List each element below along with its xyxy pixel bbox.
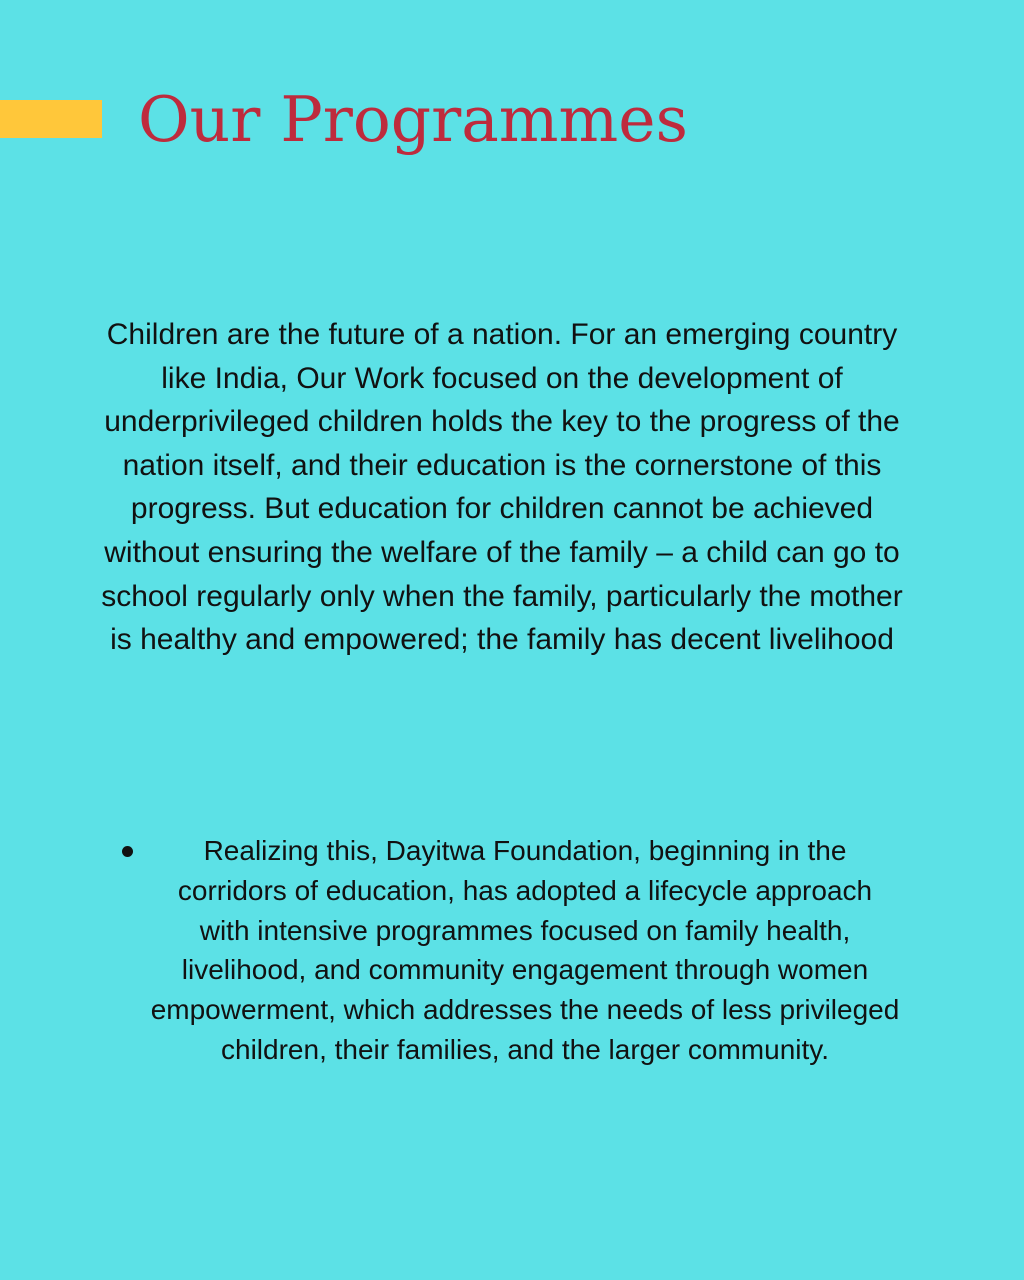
intro-paragraph: Children are the future of a nation. For an emerging country like India, Our Work focused on the development of underprivileged children holds the key to the progress of the nation itself, and their education is the cornerstone of this progress. But education for children cannot be achieved without ensuring the welfare of the family – a child can go to school regularly only when the family, particularly the mother is healthy and empowered; the family has decent livelihood <box>101 318 903 657</box>
bullet-text: Realizing this, Dayitwa Foundation, beginning in the corridors of education, has adopted a lifecycle approach with intensive programmes focused on family health, livelihood, and community engagement through women empowerment, which addresses the needs of less privileged children, their families, and the larger community. <box>150 835 900 1065</box>
accent-bar <box>0 100 102 138</box>
page-title: Our Programmes <box>138 83 688 156</box>
bullet-dot-icon <box>122 846 133 857</box>
